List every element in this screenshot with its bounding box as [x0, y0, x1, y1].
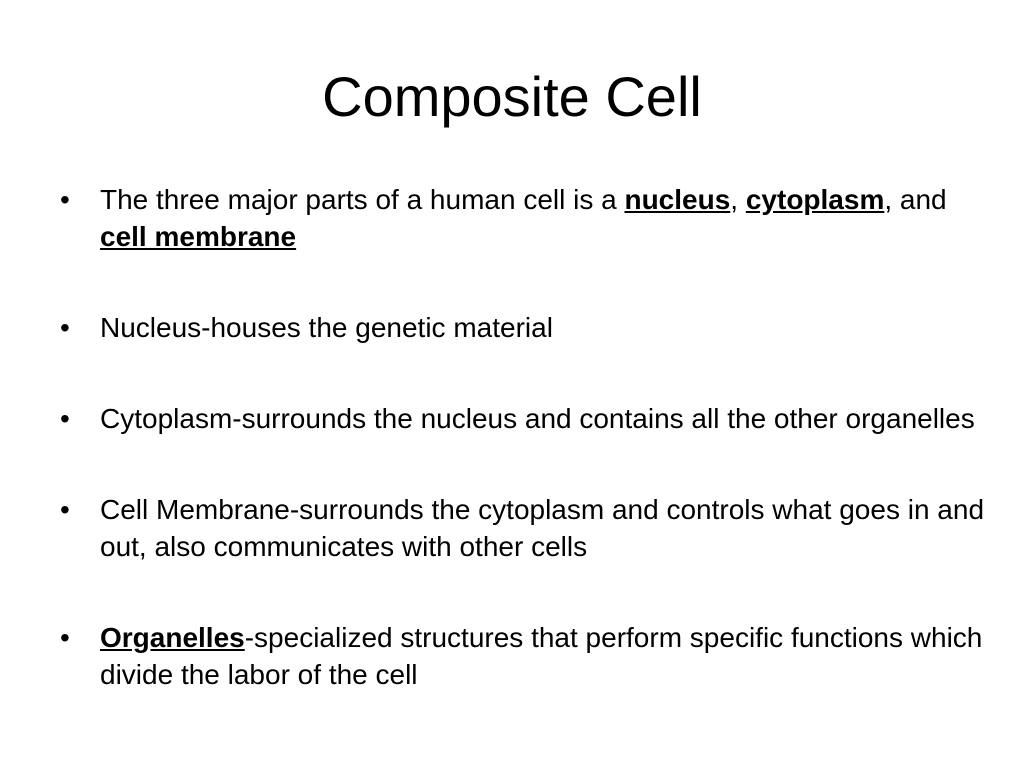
- term-organelles: Organelles: [100, 622, 245, 653]
- bullet-text: , and: [884, 184, 947, 215]
- bullet-text: -specialized structures that perform specific functions which divide the labor of the cell: [100, 622, 983, 690]
- bullet-text: Cell Membrane-surrounds the cytoplasm and controls what goes in and out, also communicates with other cells: [100, 494, 985, 562]
- slide-title: Composite Cell: [322, 65, 702, 128]
- bullet-item-cytoplasm: [60, 400, 990, 437]
- bullet-dot: •: [60, 312, 70, 343]
- bullet-dot: •: [60, 494, 70, 525]
- bullet-list: [60, 181, 990, 747]
- bullet-dot: •: [60, 403, 70, 434]
- bullet-text: ,: [730, 184, 746, 215]
- bullet-dot: •: [60, 184, 70, 215]
- bullet-text: Nucleus-houses the genetic material: [100, 312, 553, 343]
- bullet-item-cell-membrane: [60, 491, 990, 565]
- term-cell-membrane: cell membrane: [100, 221, 297, 252]
- bullet-text: The three major parts of a human cell is a: [100, 184, 625, 215]
- bullet-item-organelles: [60, 619, 990, 693]
- bullet-item-nucleus: [60, 309, 990, 346]
- term-nucleus: nucleus: [624, 184, 731, 215]
- term-cytoplasm: cytoplasm: [745, 184, 885, 215]
- bullet-text: Cytoplasm-surrounds the nucleus and contains all the other organelles: [100, 403, 975, 434]
- bullet-dot: •: [60, 622, 70, 653]
- bullet-item-major-parts: [60, 181, 990, 255]
